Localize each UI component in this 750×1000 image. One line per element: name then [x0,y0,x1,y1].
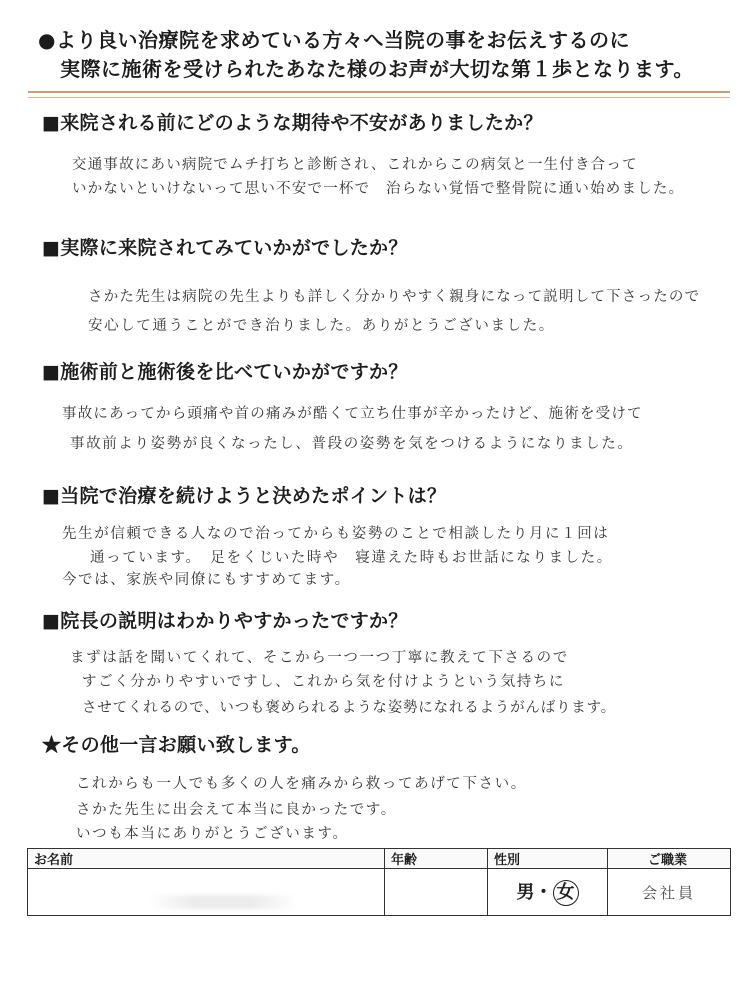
answer-5-line-2: すごく分かりやすいですし、これから気を付けようという気持ちに [82,674,565,690]
question-decision-point: ■当院で治療を続けようと決めたポイントは？ [42,485,447,507]
question-explanation: ■院長の説明はわかりやすかったですか？ [42,610,408,632]
answer-5-line-1: まずは話を聞いてくれて、そこから一つ一つ丁寧に教えて下さるので [70,650,569,666]
gender-male-option: 男 [516,882,535,903]
name-redacted-area [148,895,298,909]
answer-2-line-1: さかた先生は病院の先生よりも詳しく分かりやすく親身になって説明して下さったので [88,289,701,305]
age-label: 年齢 [385,849,488,869]
gender-female-option-circled: 女 [553,880,579,906]
answer-6-line-3: いつも本当にありがとうございます。 [76,826,349,842]
question-before-after: ■施術前と施術後を比べていかがですか？ [42,361,408,383]
answer-4-line-1: 先生が信頼できる人なので治ってからも姿勢のことで相談したり月に１回は [62,526,610,542]
header-rule-top [28,91,730,93]
occupation-label: ご職業 [608,849,731,869]
respondent-info-table [27,848,731,916]
question-expectations: ■来院される前にどのような期待や不安がありましたか？ [42,112,543,134]
header-rule-bottom [28,97,730,98]
answer-5-line-3: させてくれるので、いつも褒められるような姿勢になれるようがんばります。 [82,700,617,716]
intro-line-1: ●より良い治療院を求めている方々へ当院の事をお伝えするのに [38,28,630,52]
gender-label: 性別 [488,849,608,869]
gender-separator: ・ [534,882,553,903]
answer-3-line-2: 事故前より姿勢が良くなったし、普段の姿勢を気をつけるようになりました。 [70,436,634,452]
answer-4-line-3: 今では、家族や同僚にもすすめてます。 [62,572,351,588]
answer-2-line-2: 安心して通うことができ治りました。ありがとうございました。 [88,318,555,334]
answer-1-line-1: 交通事故にあい病院でムチ打ちと診断され、これからこの病気と一生付き合って [72,157,638,173]
age-cell [385,869,488,916]
answer-6-line-1: これからも一人でも多くの人を痛みから救ってあげて下さい。 [76,776,527,792]
gender-cell [488,869,608,916]
name-label: お名前 [28,849,385,869]
answer-1-line-2: いかないといけないって思い不安で一杯で 治らない覚悟で整骨院に通い始めました。 [72,181,685,197]
answer-3-line-1: 事故にあってから頭痛や首の痛みが酷くて立ち仕事が辛かったけど、施術を受けて [62,406,643,422]
question-other-comment: ★その他一言お願い致します。 [42,734,311,756]
intro-heading [38,26,728,84]
name-cell [28,869,385,916]
question-experience: ■実際に来院されてみていかがでしたか？ [42,237,408,259]
answer-4-line-2: 通っています。 足をくじいた時や 寝違えた時もお世話になりました。 [90,550,613,566]
answer-6-line-2: さかた先生に出会えて本当に良かったです。 [76,802,397,818]
intro-line-2: 実際に施術を受けられたあなた様のお声が大切な第１歩となります。 [60,57,694,81]
occupation-value: 会社員 [608,869,731,916]
